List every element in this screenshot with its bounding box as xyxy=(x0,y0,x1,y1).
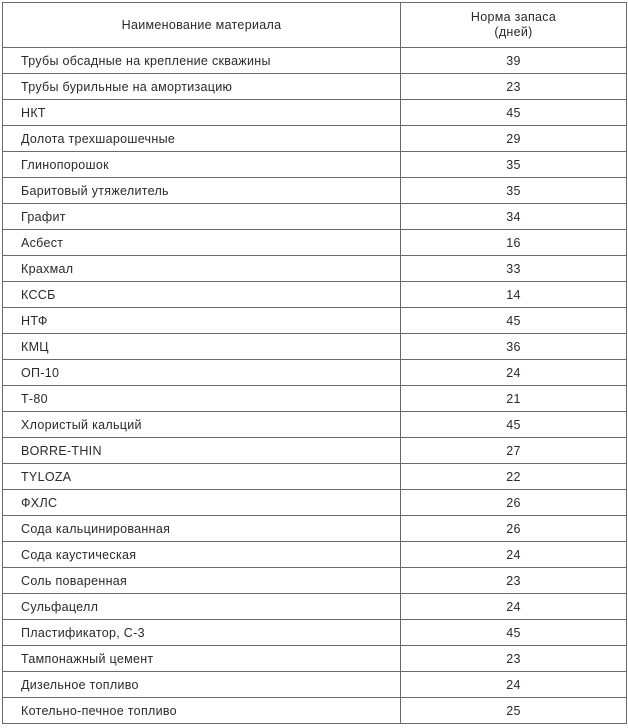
table-row xyxy=(3,464,627,490)
material-name-cell: Глинопорошок xyxy=(3,152,401,178)
stock-days-cell: 22 xyxy=(401,464,627,490)
stock-days-cell: 36 xyxy=(401,334,627,360)
stock-days-cell: 21 xyxy=(401,386,627,412)
table-row xyxy=(3,360,627,386)
stock-days-cell: 26 xyxy=(401,516,627,542)
table-row xyxy=(3,542,627,568)
material-name-cell: Баритовый утяжелитель xyxy=(3,178,401,204)
stock-days-cell: 23 xyxy=(401,568,627,594)
stock-days-cell: 24 xyxy=(401,594,627,620)
table-row xyxy=(3,308,627,334)
header-row xyxy=(3,3,627,48)
table-row xyxy=(3,438,627,464)
stock-days-cell: 23 xyxy=(401,74,627,100)
stock-days-cell: 35 xyxy=(401,152,627,178)
table-row xyxy=(3,204,627,230)
table-header xyxy=(3,3,627,48)
stock-days-cell: 45 xyxy=(401,620,627,646)
header-stock-norm-line1: Норма запаса xyxy=(470,10,557,24)
table-row xyxy=(3,646,627,672)
stock-days-cell: 16 xyxy=(401,230,627,256)
stock-days-cell: 39 xyxy=(401,48,627,74)
material-name-cell: TYLOZA xyxy=(3,464,401,490)
stock-days-cell: 24 xyxy=(401,542,627,568)
table-row xyxy=(3,100,627,126)
table-row xyxy=(3,126,627,152)
stock-days-cell: 25 xyxy=(401,698,627,724)
table-row xyxy=(3,178,627,204)
header-stock-norm-line2: (дней) xyxy=(494,25,533,39)
table-row xyxy=(3,620,627,646)
header-material-name: Наименование материала xyxy=(3,3,401,48)
material-name-cell: Долота трехшарошечные xyxy=(3,126,401,152)
material-name-cell: Трубы обсадные на крепление скважины xyxy=(3,48,401,74)
table-row xyxy=(3,594,627,620)
stock-norm-table-container xyxy=(2,2,626,724)
table-row xyxy=(3,48,627,74)
material-name-cell: Сульфацелл xyxy=(3,594,401,620)
stock-days-cell: 27 xyxy=(401,438,627,464)
table-row xyxy=(3,568,627,594)
table-row xyxy=(3,490,627,516)
stock-days-cell: 35 xyxy=(401,178,627,204)
stock-days-cell: 24 xyxy=(401,672,627,698)
stock-days-cell: 29 xyxy=(401,126,627,152)
stock-days-cell: 33 xyxy=(401,256,627,282)
table-row xyxy=(3,74,627,100)
table-row xyxy=(3,672,627,698)
table-row xyxy=(3,334,627,360)
table-row xyxy=(3,698,627,724)
material-name-cell: Котельно-печное топливо xyxy=(3,698,401,724)
material-name-cell: Графит xyxy=(3,204,401,230)
table-row xyxy=(3,230,627,256)
table-row xyxy=(3,412,627,438)
table-row xyxy=(3,282,627,308)
material-name-cell: ФХЛС xyxy=(3,490,401,516)
material-name-cell: ОП-10 xyxy=(3,360,401,386)
material-name-cell: Пластификатор, С-3 xyxy=(3,620,401,646)
stock-days-cell: 45 xyxy=(401,100,627,126)
material-name-cell: КМЦ xyxy=(3,334,401,360)
table-row xyxy=(3,386,627,412)
material-name-cell: Т-80 xyxy=(3,386,401,412)
table-row xyxy=(3,516,627,542)
material-name-cell: Тампонажный цемент xyxy=(3,646,401,672)
material-name-cell: Сода каустическая xyxy=(3,542,401,568)
table-body xyxy=(3,48,627,724)
table-row xyxy=(3,152,627,178)
material-name-cell: Дизельное топливо xyxy=(3,672,401,698)
material-name-cell: Трубы бурильные на амортизацию xyxy=(3,74,401,100)
material-name-cell: Крахмал xyxy=(3,256,401,282)
material-name-cell: Хлористый кальций xyxy=(3,412,401,438)
stock-days-cell: 45 xyxy=(401,308,627,334)
material-name-cell: НТФ xyxy=(3,308,401,334)
header-stock-norm xyxy=(401,3,627,48)
material-name-cell: Соль поваренная xyxy=(3,568,401,594)
stock-days-cell: 14 xyxy=(401,282,627,308)
material-name-cell: НКТ xyxy=(3,100,401,126)
stock-days-cell: 24 xyxy=(401,360,627,386)
material-name-cell: BORRE-THIN xyxy=(3,438,401,464)
material-name-cell: Асбест xyxy=(3,230,401,256)
material-name-cell: Сода кальцинированная xyxy=(3,516,401,542)
material-name-cell: КССБ xyxy=(3,282,401,308)
stock-days-cell: 45 xyxy=(401,412,627,438)
stock-days-cell: 34 xyxy=(401,204,627,230)
table-row xyxy=(3,256,627,282)
stock-days-cell: 23 xyxy=(401,646,627,672)
stock-days-cell: 26 xyxy=(401,490,627,516)
stock-norm-table xyxy=(2,2,627,724)
